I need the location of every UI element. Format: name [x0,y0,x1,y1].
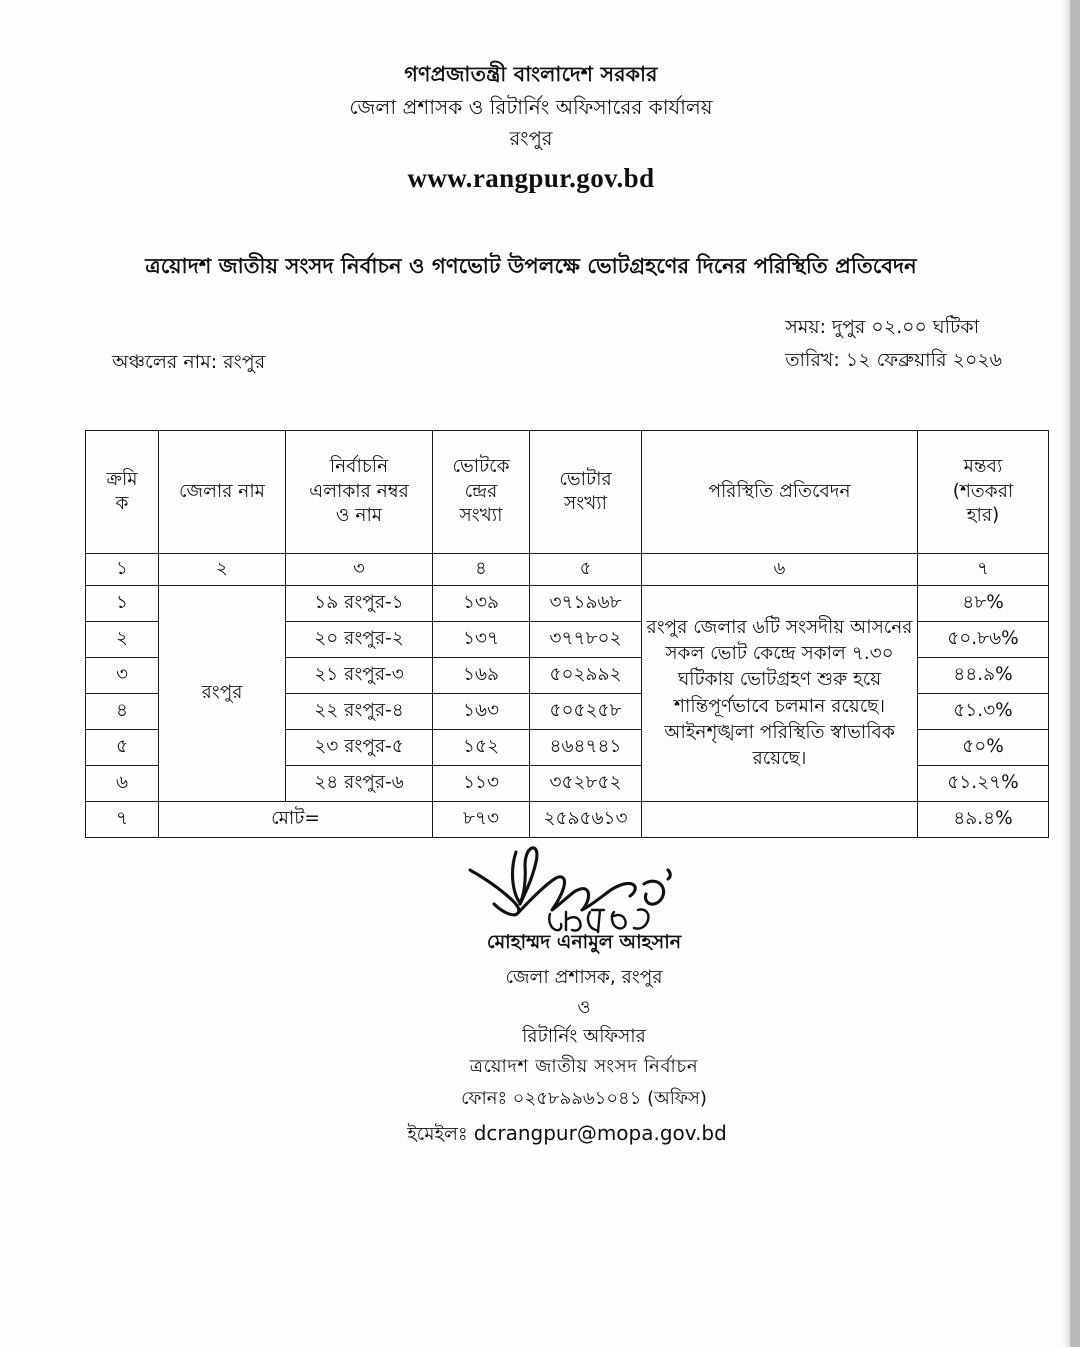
cell-total-label: মোট= [159,802,433,838]
meta-time-date [785,311,1002,378]
signatory-name: মোহাম্মদ এনামুল আহসান [486,931,682,953]
column-number: ৫ [530,554,642,586]
cell-remark: ৪৮% [918,586,1049,622]
signatory-designation-secondary: রিটার্নিং অফিসার [522,1026,646,1048]
cell-total-voters: ২৫৯৫৬১৩ [530,802,642,838]
cell-district-name: রংপুর [159,586,286,802]
cell-constituency: ১৯ রংপুর-১ [286,586,433,622]
signatory-designation: জেলা প্রশাসক, রংপুর [505,967,663,988]
header-text: পরিস্থিতি প্রতিবেদন [708,480,851,502]
table-header [86,431,1049,586]
report-table-wrapper [85,430,1048,838]
cell-serial: ৪ [86,694,159,730]
column-header-voters [530,431,642,554]
signatory-election: ত্রয়োদশ জাতীয় সংসদ নির্বাচন [469,1056,699,1078]
handwritten-signature [369,840,799,932]
header-text: ক্রমি [106,468,138,490]
column-number: ৭ [918,554,1049,586]
cell-total-centers: ৮৭৩ [433,802,530,838]
report-table [85,430,1049,838]
website-url: www.rangpur.gov.bd [407,162,655,193]
cell-serial: ১ [86,586,159,622]
office-district: রংপুর [509,126,553,150]
table-total-row [86,802,1049,838]
header-text: এলাকার নম্বর [309,480,409,502]
header-text: ও নাম [335,505,383,527]
contact-phone: ফোনঃ ০২৫৮৯৯৬১০৪১ (অফিস) [461,1087,707,1109]
cell-centers: ১৬৯ [433,658,530,694]
report-time: সময়: দুপুর ০২.০০ ঘটিকা [785,315,980,338]
cell-constituency: ২৪ রংপুর-৬ [286,766,433,802]
document-header [0,0,1062,194]
cell-serial: ৫ [86,730,159,766]
page-title: ত্রয়োদশ জাতীয় সংসদ নির্বাচন ও গণভোট উপলক্ষে ভোটগ্রহণের দিনের পরিস্থিতি প্রতিবেদন [145,253,917,278]
document-meta [0,311,1062,381]
column-header-district [159,431,286,554]
table-body [86,586,1049,838]
header-text: সংখ্যা [563,493,608,514]
signatory-conjunction: ও [577,996,591,1018]
column-header-serial [86,431,159,554]
cell-constituency: ২২ রংপুর-৪ [286,694,433,730]
contact-email [335,1115,799,1151]
cell-serial: ৬ [86,766,159,802]
cell-remark: ৫১.৩% [918,694,1049,730]
cell-total-remark: ৪৯.৪% [918,802,1049,838]
column-header-situation [642,431,918,554]
cell-situation-report: রংপুর জেলার ৬টি সংসদীয় আসনের সকল ভোট কেন্দ্রে সকাল ৭.৩০ ঘটিকায় ভোটগ্রহণ শুরু হয়ে শান্তিপূর্ণভাবে চলমান রয়েছে। আইনশৃঙ্খলা পরিস্থিতি স্বাভাবিক রয়েছে। [642,586,918,802]
header-text: ভোটার [559,468,612,490]
header-text: (শতকরা [952,480,1014,502]
column-number: ৩ [286,554,433,586]
cell-constituency: ২১ রংপুর-৩ [286,658,433,694]
header-text: হার) [966,505,1000,527]
column-number: ২ [159,554,286,586]
column-header-constituency [286,431,433,554]
header-text: মন্তব্য [963,456,1003,478]
cell-remark: ৫০.৮৬% [918,622,1049,658]
column-number-row [86,554,1049,586]
office-name: জেলা প্রশাসক ও রিটার্নিং অফিসারের কার্যালয় [349,94,713,119]
header-text: সংখ্যা [459,505,503,527]
cell-centers: ১৫২ [433,730,530,766]
cell-centers: ১৬৩ [433,694,530,730]
cell-centers: ১৩৯ [433,586,530,622]
cell-remark: ৫১.২৭% [918,766,1049,802]
header-text: ন্দ্রের [464,480,498,502]
cell-centers: ১১৩ [433,766,530,802]
signature-inner [369,840,799,1151]
cell-voters: ৩৫২৮৫২ [530,766,642,802]
region-name: অঞ্চলের নাম: রংপুর [112,350,266,373]
government-name: গণপ্রজাতন্ত্রী বাংলাদেশ সরকার [404,62,658,86]
cell-voters: ৫০২৯৯২ [530,658,642,694]
cell-voters: ৩৭৭৮০২ [530,622,642,658]
cell-centers: ১৩৭ [433,622,530,658]
cell-voters: ৫০৫২৫৮ [530,694,642,730]
column-number: ৪ [433,554,530,586]
column-header-remarks [918,431,1049,554]
email-label: ইমেইলঃ [407,1124,468,1146]
header-text: জেলার নাম [179,480,265,502]
cell-voters: ৩৭১৯৬৮ [530,586,642,622]
cell-serial: ২ [86,622,159,658]
cell-serial: ৩ [86,658,159,694]
cell-remark: ৫০% [918,730,1049,766]
column-header-centers [433,431,530,554]
table-header-row [86,431,1049,554]
scan-edge-strip [1070,0,1080,1347]
table-row [86,586,1049,622]
cell-constituency: ২৩ রংপুর-৫ [286,730,433,766]
header-text: ক [115,493,129,514]
cell-voters: ৪৬৪৭৪১ [530,730,642,766]
report-date: তারিখ: ১২ ফেব্রুয়ারি ২০২৬ [785,349,1002,372]
email-address: dcrangpur@mopa.gov.bd [473,1121,727,1146]
cell-constituency: ২০ রংপুর-২ [286,622,433,658]
scan-edge-gradient [1062,0,1070,1347]
signature-block [0,840,1048,1151]
header-text: নির্বাচনি [329,456,389,478]
column-number: ৬ [642,554,918,586]
cell-total-report [642,802,918,838]
header-text: ভোটকে [452,456,510,478]
cell-total-serial: ৭ [86,802,159,838]
column-number: ১ [86,554,159,586]
cell-remark: ৪৪.৯% [918,658,1049,694]
